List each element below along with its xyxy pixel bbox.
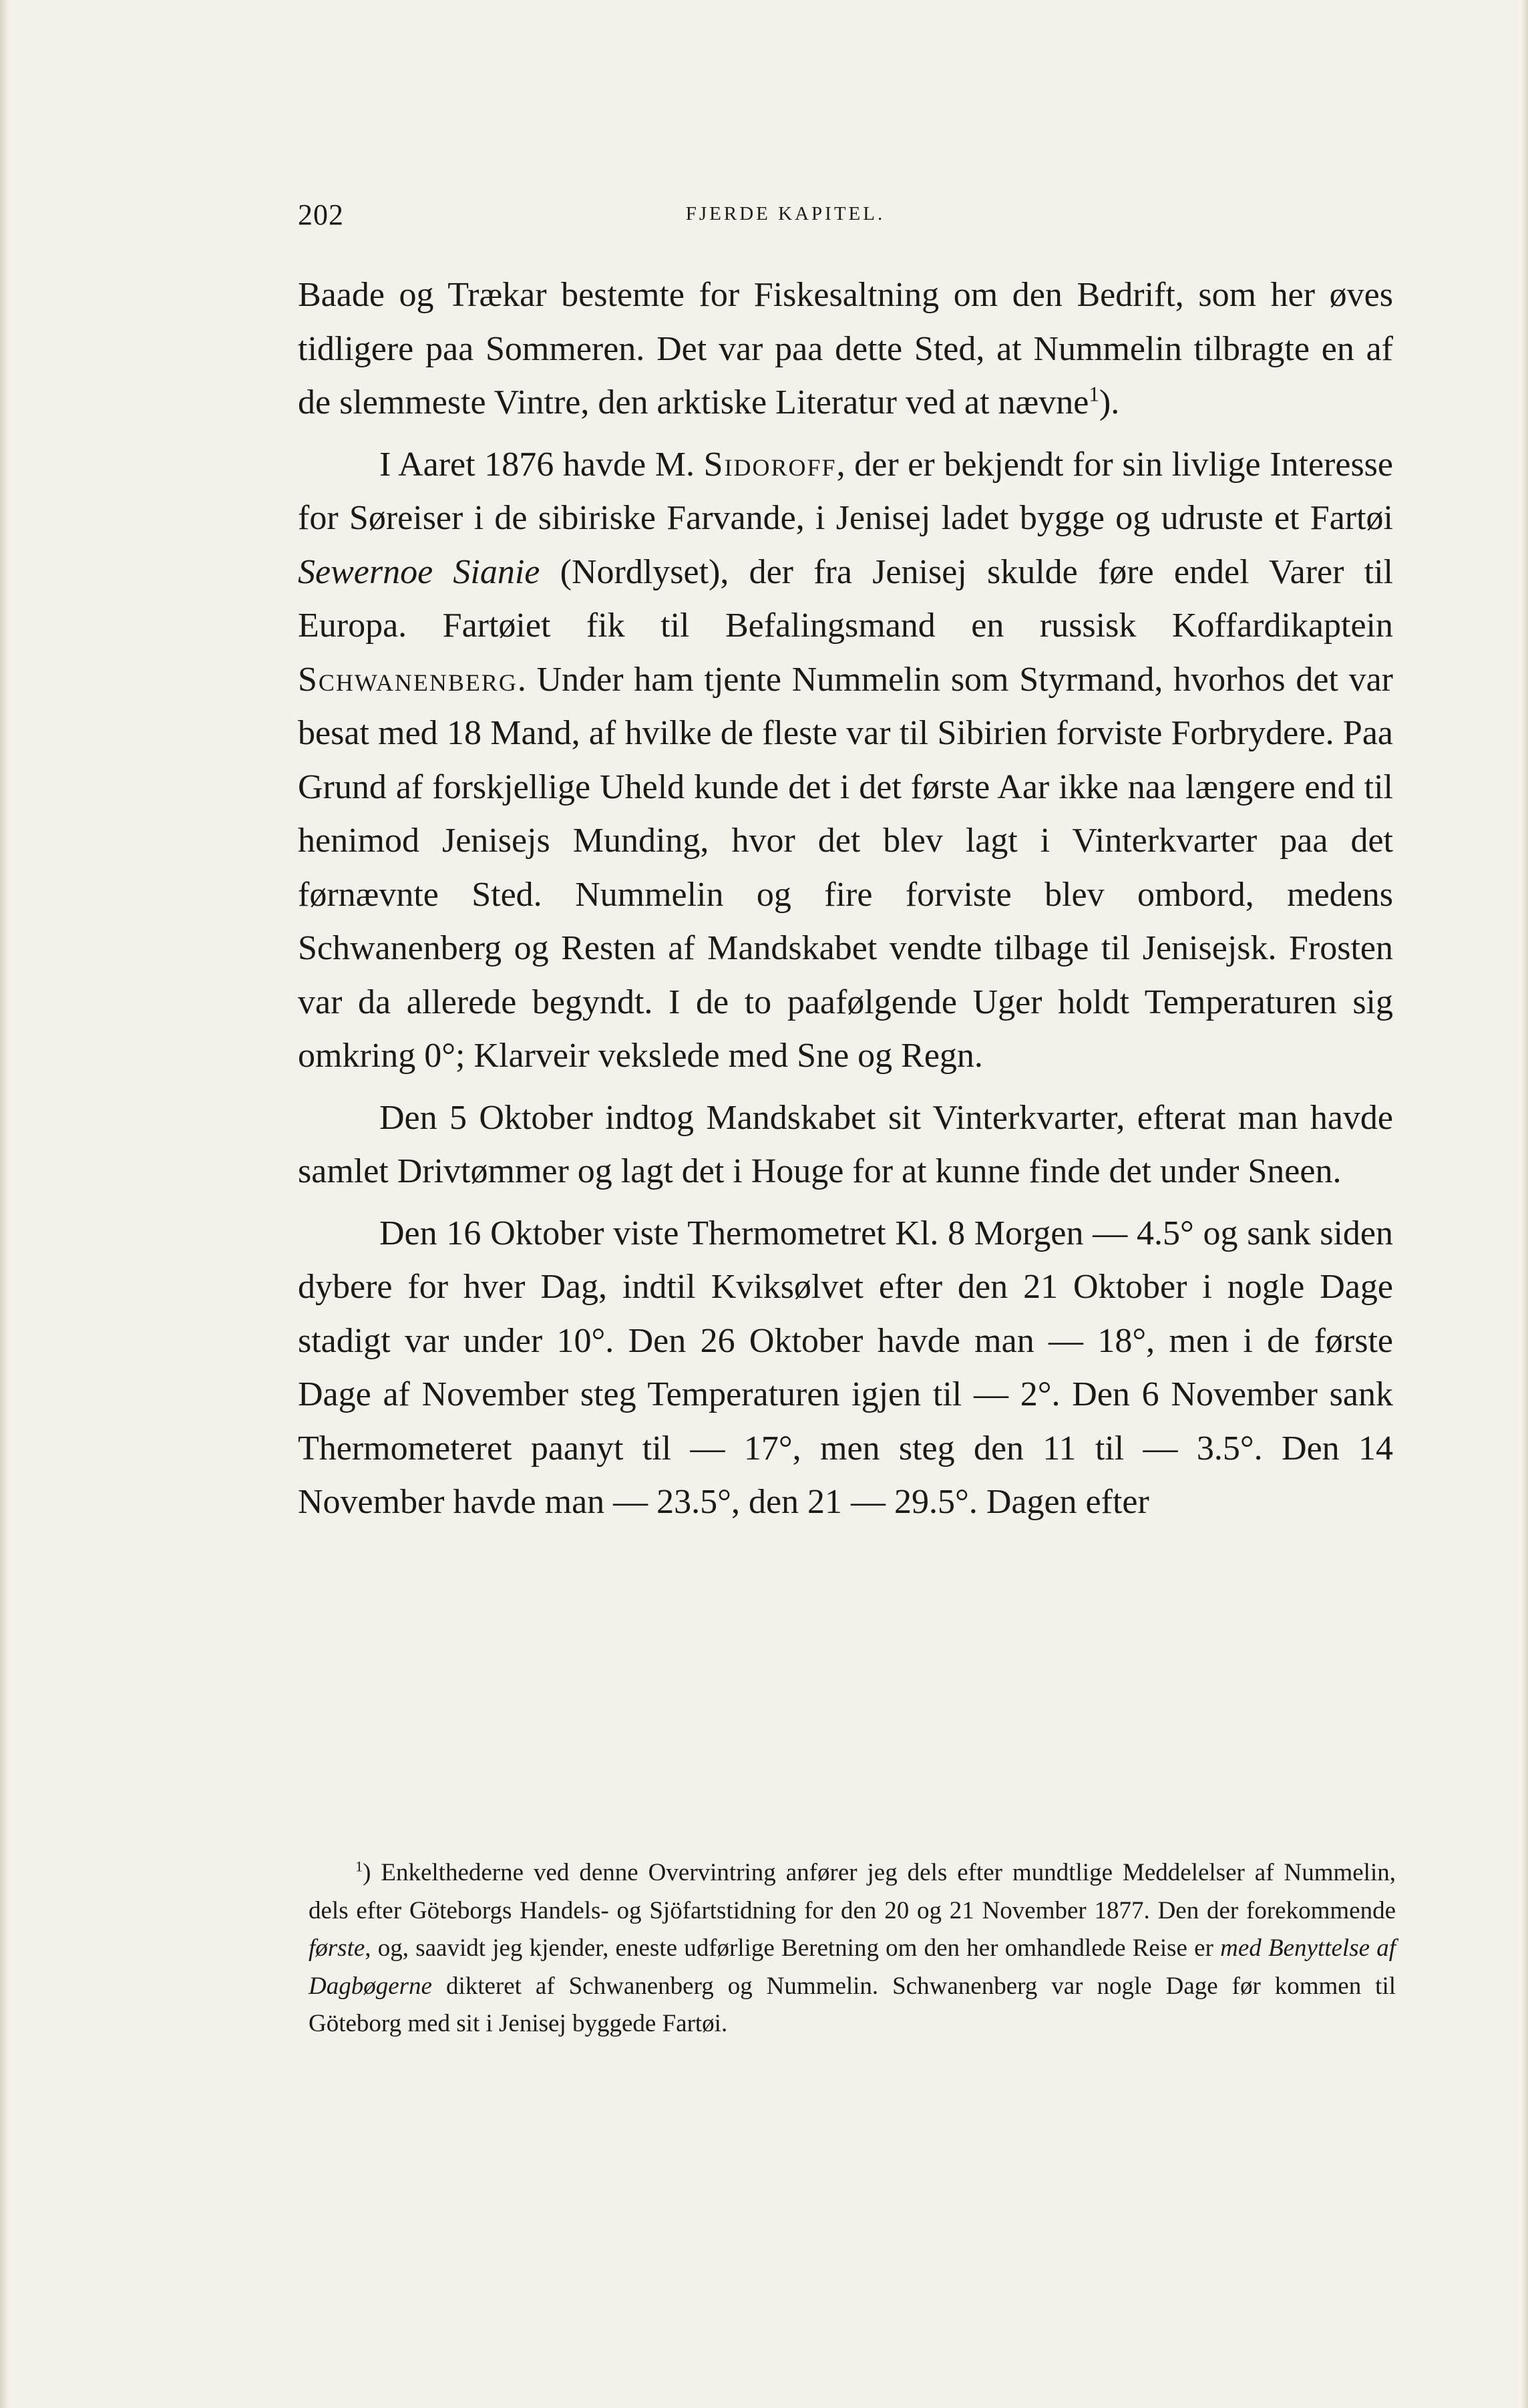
page-number: 202 (298, 198, 344, 231)
footnote-marker: 1 (355, 1858, 363, 1875)
body-text (298, 269, 1393, 1530)
footnote-italic-1: første (309, 1934, 365, 1962)
page-edge-right (1521, 0, 1528, 2408)
footnote (309, 1854, 1396, 2043)
paragraph-3: Den 5 Oktober indtog Mandskabet sit Vinterkvarter, efterat man havde samlet Drivtømmer og lagt det i Houge for at kunne finde det under Sneen. (298, 1098, 1393, 1190)
footnote-part-c: dikteret af Schwanenberg og Nummelin. Schwanenberg var nogle Dage før kommen til Göteborg med sit i Jenisej byggede Fartøi. (309, 1972, 1396, 2037)
footnote-italic-2: med Benyttelse af Dagbøgerne (309, 1934, 1396, 2000)
page-edge-left (0, 0, 9, 2408)
footnote-reference: 1 (1089, 382, 1099, 406)
person-name-schwanenberg: Schwanenberg (298, 660, 518, 699)
paragraph-4: Den 16 Oktober viste Thermometret Kl. 8 Morgen — 4.5° og sank siden dybere for hver Dag, indtil Kviksølvet efter den 21 Oktober i nogle Dage stadigt var under 10°. Den 26 Oktober havde man — 18°, men i de første Dage af November steg Temperaturen igjen til — 2°. Den 6 November sank Thermometeret paanyt til — 17°, men steg den 11 til — 3.5°. Den 14 November havde man — 23.5°, den 21 — 29.5°. Dagen efter (298, 1214, 1393, 1521)
footnote-text (309, 1854, 1396, 2043)
paragraph-2-part-d: . Under ham tjente Nummelin som Styrmand, hvorhos det var besat med 18 Mand, af hvilke de fleste var til Sibirien forviste Forbrydere. Paa Grund af forskjellige Uheld kunde det i det første Aar ikke naa længere end til henimod Jenisejs Munding, hvor det blev lagt i Vinterkvarter paa det førnævnte Sted. Nummelin og fire forviste blev ombord, medens Schwanenberg og Resten af Mandskabet vendte tilbage til Jenisejsk. Frosten var da allerede begyndt. I de to paafølgende Uger holdt Temperaturen sig omkring 0°; Klarveir vekslede med Sne og Regn. (298, 660, 1393, 1075)
paragraph-1 (298, 269, 1393, 430)
page-header (298, 198, 1393, 244)
paragraph-1-end: ). (1099, 383, 1120, 421)
paragraph-2-part-b: , der er bekjendt for sin livlige Interesse for Søreiser i de sibiriske Farvande, i Jenisej ladet bygge og udruste et Fartøi (298, 445, 1393, 537)
person-name-sidoroff: Sidoroff (703, 445, 837, 484)
paragraph-2-part-c: (Nordlyset), der fra Jenisej skulde føre endel Varer til Europa. Fartøiet fik til Befalingsmand en russisk Koffardikaptein (298, 552, 1394, 645)
footnote-part-a: ) Enkelthederne ved denne Overvintring anfører jeg dels efter mundtlige Meddelelser af Nummelin, dels efter Göteborgs Handels- og Sjöfartstidning for den 20 og 21 November 1877. Den der forekommende (309, 1859, 1396, 1924)
footnote-part-b: , og, saavidt jeg kjender, eneste udførlige Beretning om den her omhandlede Reise er (365, 1934, 1213, 1962)
ship-name: Sewernoe Sianie (298, 552, 540, 591)
paragraph-2 (298, 438, 1393, 1083)
paragraph-2-part-a: I Aaret 1876 havde M. (379, 445, 695, 484)
running-head: FJERDE KAPITEL. (685, 203, 886, 224)
paragraph-1-text: Baade og Trækar bestemte for Fiskesaltning om den Bedrift, som her øves tidligere paa Sommeren. Det var paa dette Sted, at Nummelin tilbragte en af de slemmeste Vintre, den arktiske Literatur ved at nævne (298, 276, 1393, 421)
